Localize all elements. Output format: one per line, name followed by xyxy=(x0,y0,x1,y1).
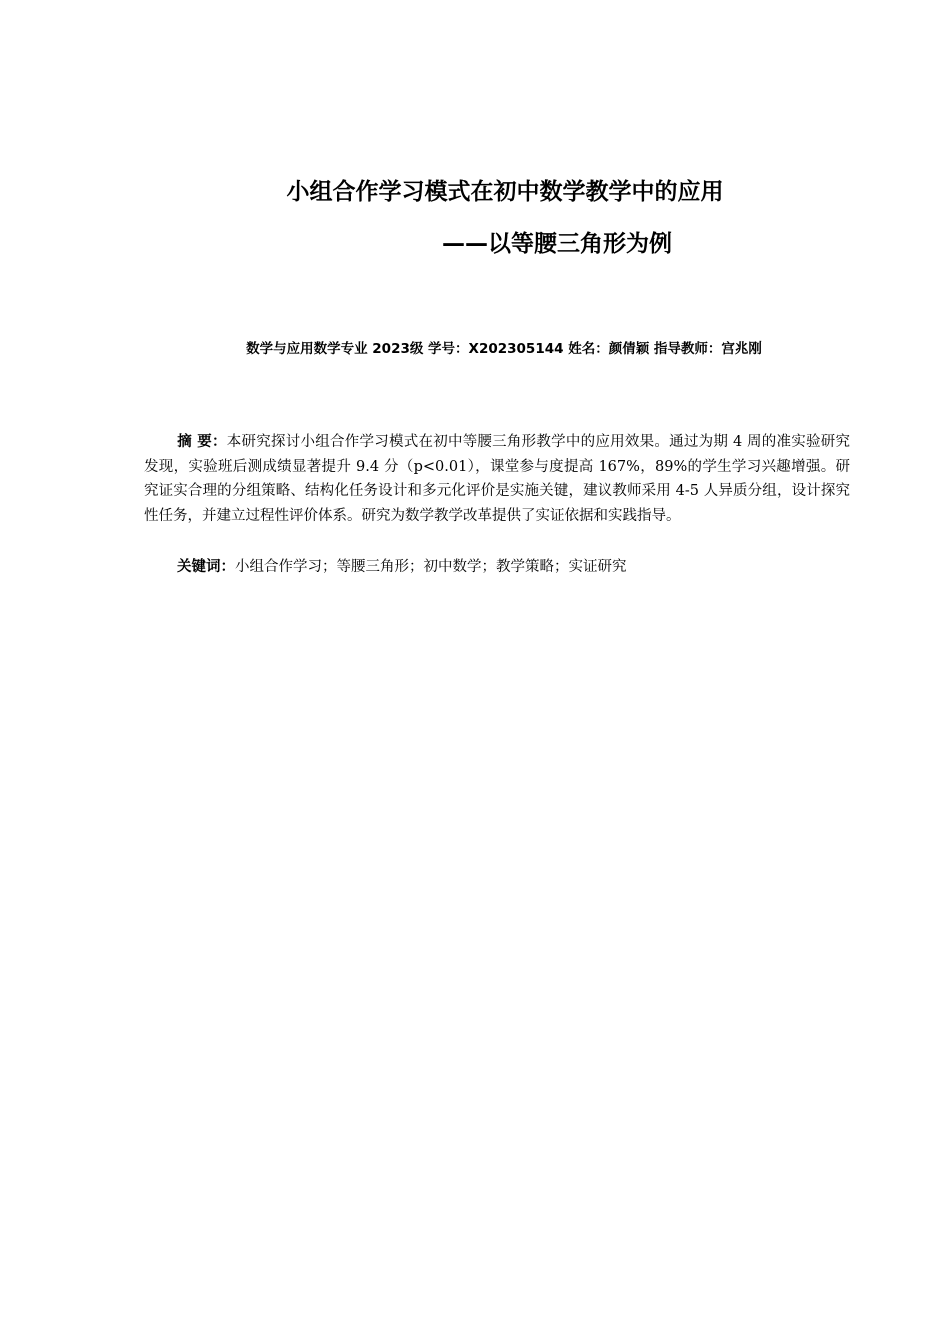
keywords-label: 关键词： xyxy=(177,559,235,575)
keywords-text: 小组合作学习；等腰三角形；初中数学；教学策略；实证研究 xyxy=(235,559,627,575)
paper-title: 小组合作学习模式在初中数学教学中的应用 xyxy=(286,179,724,205)
abstract-text: 本研究探讨小组合作学习模式在初中等腰三角形教学中的应用效果。通过为期 4 周的准实验研究发现，实验班后测成绩显著提升 9.4 分（p<0.01），课堂参与度提高 167%，89%的学生学习兴趣增强。研究证实合理的分组策略、结构化任务设计和多元化评价是实施关键，建议教师采用 4-5 人异质分组，设计探究性任务，并建立过程性评价体系。研究为数学教学改革提供了实证依据和实践指导。 xyxy=(144,434,850,524)
abstract-label: 摘 要： xyxy=(177,434,227,450)
paper-subtitle: ——以等腰三角形为例 xyxy=(442,231,672,257)
keywords-paragraph xyxy=(144,555,850,580)
abstract-paragraph xyxy=(144,430,850,528)
author-info: 数学与应用数学专业 2023级 学号：X202305144 姓名：颜倩颖 指导教师：宫兆刚 xyxy=(246,341,762,357)
